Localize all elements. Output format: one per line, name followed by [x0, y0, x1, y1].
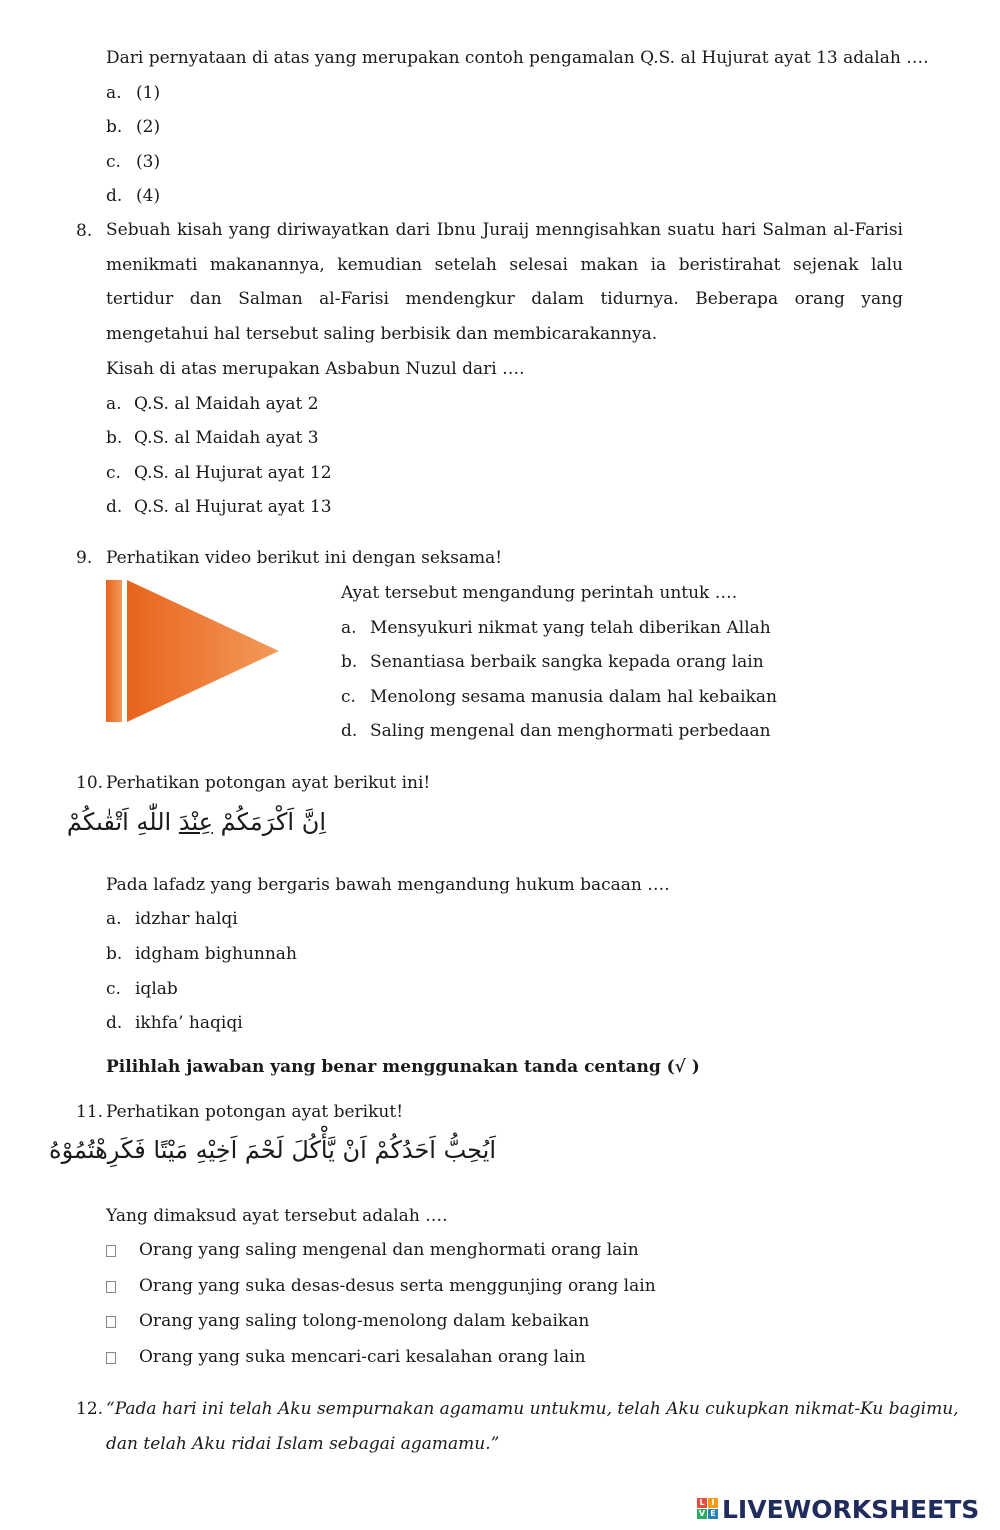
q10-arabic-verse [66, 808, 326, 836]
q11-option-text: Orang yang saling tolong-menolong dalam kebaikan [139, 1311, 590, 1331]
liveworksheets-logo-icon [697, 1498, 719, 1520]
logo-letter: I [708, 1498, 718, 1508]
q8-option-letter: a. [106, 394, 122, 414]
q10-arabic-underlined: عِنْدَ [178, 808, 214, 836]
liveworksheets-logo[interactable] [697, 1494, 979, 1524]
q10-option-text: ikhfa’ haqiqi [135, 1013, 243, 1033]
q8-option-text: Q.S. al Hujurat ayat 12 [134, 463, 332, 483]
q9-intro: Perhatikan video berikut ini dengan seksama! [106, 548, 503, 568]
q9-option-text: Senantiasa berbaik sangka kepada orang lain [370, 652, 764, 672]
q9-option-letter: c. [341, 687, 356, 707]
q12-quote-line2: dan telah Aku ridai Islam sebagai agamamu.” [106, 1434, 500, 1454]
q10-option-letter: b. [106, 944, 123, 964]
q10-arabic-after: اللّٰهِ اَتْقٰىكُمْ [66, 808, 179, 836]
q10-intro: Perhatikan potongan ayat berikut ini! [106, 773, 431, 793]
q7-option-text: (3) [136, 152, 161, 172]
q7-option-letter: a. [106, 83, 122, 103]
q7-option-text: (1) [136, 83, 161, 103]
logo-text: LIVEWORKSHEETS [722, 1494, 980, 1524]
q8-paragraph: Sebuah kisah yang diriwayatkan dari Ibnu Juraij menngisahkan suatu hari Salman al-Farisi menikmati makanannya, kemudian setelah selesai makan ia beristirahat sejenak lalu tertidur dan Salman al-Farisi mendengkur dalam tidurnya. Beberapa orang yang mengetahui hal tersebut saling berbisik dan membicarakannya. [106, 220, 903, 344]
q11-number: 11. [76, 1102, 104, 1122]
q11-option-checkbox[interactable] [106, 1316, 116, 1328]
q9-stem: Ayat tersebut mengandung perintah untuk …. [341, 583, 738, 603]
q11-option-text: Orang yang suka mencari-cari kesalahan orang lain [139, 1347, 586, 1367]
q11-option-checkbox[interactable] [106, 1245, 116, 1257]
q10-option-text: iqlab [135, 979, 178, 999]
q7-option-letter: d. [106, 186, 123, 206]
q8-stem: Kisah di atas merupakan Asbabun Nuzul dari …. [106, 359, 525, 379]
logo-letter: V [698, 1509, 706, 1518]
q9-option-letter: b. [341, 652, 358, 672]
q8-option-letter: d. [106, 497, 123, 517]
q12-quote-line1: “Pada hari ini telah Aku sempurnakan agamamu untukmu, telah Aku cukupkan nikmat-Ku bagimu, [106, 1399, 959, 1419]
q10-option-letter: a. [106, 909, 122, 929]
video-play-button[interactable] [106, 580, 286, 722]
q8-option-letter: b. [106, 428, 123, 448]
q11-option-text: Orang yang saling mengenal dan menghormati orang lain [139, 1240, 639, 1260]
section-instruction: Pilihlah jawaban yang benar menggunakan tanda centang (√ ) [106, 1057, 700, 1077]
logo-letter: E [708, 1509, 718, 1519]
q10-option-letter: c. [106, 979, 121, 999]
q7-option-text: (4) [136, 186, 161, 206]
q8-number: 8. [76, 221, 93, 241]
q8-option-letter: c. [106, 463, 121, 483]
q10-option-text: idzhar halqi [135, 909, 238, 929]
q9-option-letter: a. [341, 618, 357, 638]
q11-intro: Perhatikan potongan ayat berikut! [106, 1102, 404, 1122]
q9-option-letter: d. [341, 721, 358, 741]
q10-option-letter: d. [106, 1013, 123, 1033]
q11-stem: Yang dimaksud ayat tersebut adalah …. [106, 1206, 448, 1226]
q10-stem: Pada lafadz yang bergaris bawah mengandung hukum bacaan …. [106, 875, 670, 895]
q10-number: 10. [76, 773, 104, 793]
q10-option-text: idgham bighunnah [135, 944, 297, 964]
q11-option-checkbox[interactable] [106, 1352, 116, 1364]
play-icon [106, 580, 286, 722]
q7-option-letter: c. [106, 152, 121, 172]
q7-stem: Dari pernyataan di atas yang merupakan contoh pengamalan Q.S. al Hujurat ayat 13 adalah …. [106, 48, 929, 68]
q9-option-text: Menolong sesama manusia dalam hal kebaikan [370, 687, 777, 707]
q11-arabic-verse: اَيُحِبُّ اَحَدُكُمْ اَنْ يَّأْكُلَ لَحْمَ اَخِيْهِ مَيْتًا فَكَرِهْتُمُوْهُ [49, 1136, 496, 1164]
logo-letter: L [697, 1498, 707, 1508]
q7-option-letter: b. [106, 117, 123, 137]
q7-option-text: (2) [136, 117, 161, 137]
q8-option-text: Q.S. al Hujurat ayat 13 [134, 497, 332, 517]
q8-option-text: Q.S. al Maidah ayat 3 [134, 428, 319, 448]
q11-option-text: Orang yang suka desas-desus serta menggunjing orang lain [139, 1276, 656, 1296]
q8-option-text: Q.S. al Maidah ayat 2 [134, 394, 319, 414]
q12-number: 12. [76, 1399, 104, 1419]
q9-option-text: Saling mengenal dan menghormati perbedaan [370, 721, 771, 741]
q11-option-checkbox[interactable] [106, 1281, 116, 1293]
q9-option-text: Mensyukuri nikmat yang telah diberikan Allah [370, 618, 771, 638]
q10-arabic-before: اِنَّ اَكْرَمَكُمْ [213, 808, 326, 836]
q9-number: 9. [76, 548, 93, 568]
